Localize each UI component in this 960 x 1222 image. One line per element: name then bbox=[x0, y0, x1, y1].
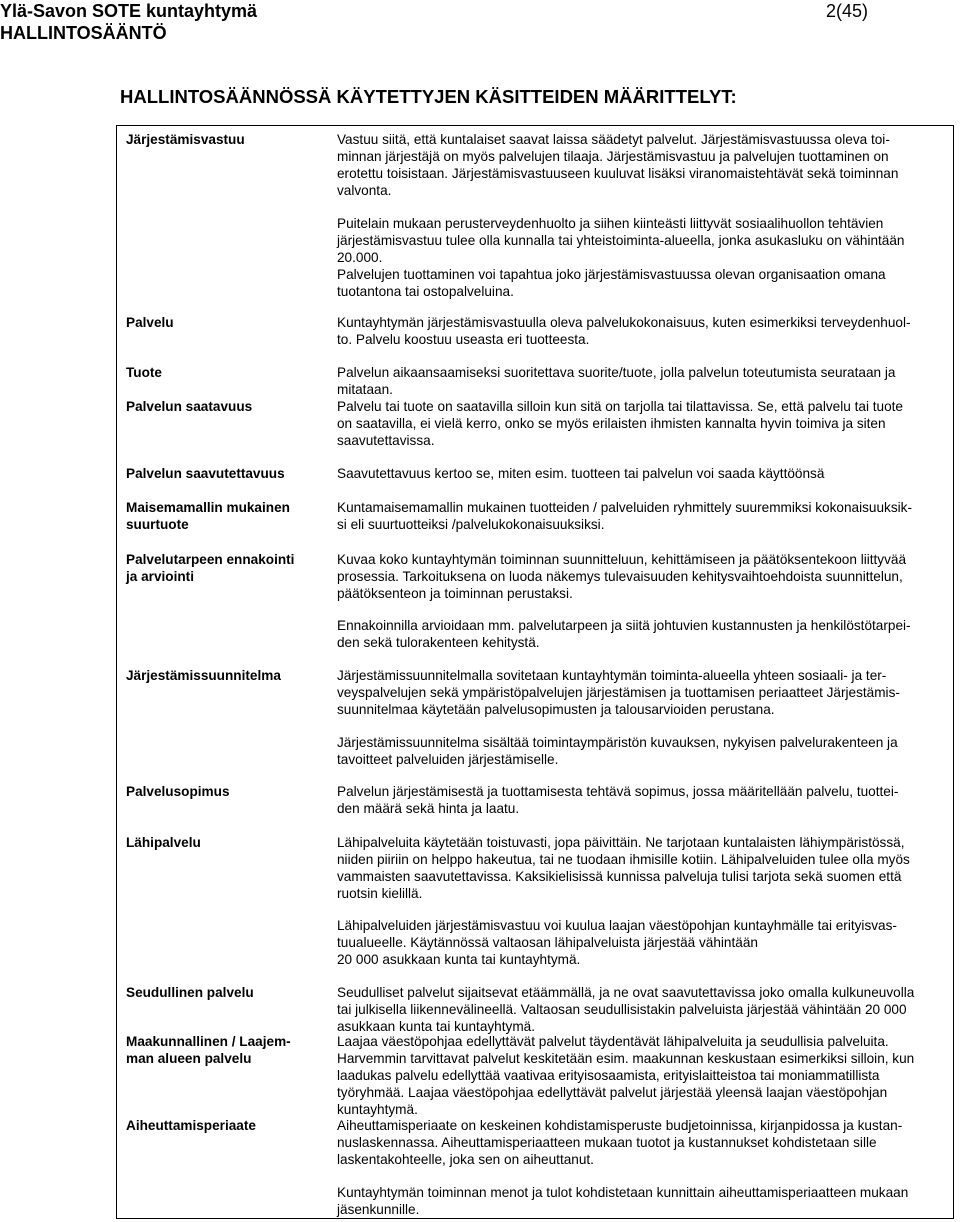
definition-palvelutarpeen-ennakointi: Kuvaa koko kuntayhtymän toiminnan suunnitteluun, kehittämiseen ja päätöksentekoon liittyvää prosessia. Tarkoituksena on luoda näkemys tulevaisuuden kehitysvaihtoehdoista suunnittelun, päätöksenteon ja toiminnan perustaksi. bbox=[337, 552, 907, 601]
definition-aiheuttamisperiaate-kuntayhtyma: Kuntayhtymän toiminnan menot ja tulot kohdistetaan kunnittain aiheuttamisperiaatteen mukaan jäsenkunnille. bbox=[337, 1185, 909, 1217]
page-number: 2(45) bbox=[825, 1, 868, 21]
definition-palvelun-saatavuus: Palvelu tai tuote on saatavilla silloin kun sitä on tarjolla tai tilattavissa. Se, että palvelu tai tuote on saatavilla, ei vielä kerro, onko se myös erilaisten ihmisten kannalta hyvin toimiva ja siten saavutettavissa. bbox=[337, 399, 903, 448]
definition-jarjestamissuunnitelma: Järjestämissuunnitelmalla sovitetaan kuntayhtymän toiminta-alueella yhteen sosiaali- ja ter- veyspalvelujen sekä ympäristöpalvelujen järjestämisen ja tuottamisen periaatteet Järjestämis- suunnitelmaa käytetään palvelusopimusten ja talousarvioiden perustana. bbox=[337, 668, 900, 717]
term-maisemamallin-mukainen-suurtuote: Maisemamallin mukainen suurtuote bbox=[126, 500, 290, 532]
definition-maakunnallinen-palvelu: Laajaa väestöpohjaa edellyttävät palvelut täydentävät lähipalveluita ja seudullisia palveluita. Harvemmin tarvittavat palvelut keskitetään esim. maakunnan keskustaan esimerkiksi silloin, kun laadukas palvelu edellyttää vaativaa erityisosaamista, erityislaitteistoa tai moniammatillista työryhmää. Laajaa väestöpohjaa edellyttävät palvelut järjestää yleensä laajan väestöpohjan kuntayhtymä. bbox=[337, 1034, 915, 1117]
definition-jarjestamissuunnitelma-sisalto: Järjestämissuunnitelma sisältää toimintaympäristön kuvauksen, nykyisen palvelurakenteen ja tavoitteet palveluiden järjestämiselle. bbox=[337, 735, 898, 767]
term-jarjestamisvastuu: Järjestämisvastuu bbox=[126, 132, 245, 147]
term-seudullinen-palvelu: Seudullinen palvelu bbox=[126, 985, 254, 1000]
definition-aiheuttamisperiaate: Aiheuttamisperiaate on keskeinen kohdistamisperuste budjetoinnissa, kirjanpidossa ja kustan- nuslaskennassa. Aiheuttamisperiaatteen mukaan tuotot ja kustannukset kohdistetaan sille laskentakohteelle, joka sen on aiheuttanut. bbox=[337, 1118, 903, 1167]
page-title: HALLINTOSÄÄNNÖSSÄ KÄYTETTYJEN KÄSITTEIDEN MÄÄRITTELYT: bbox=[120, 86, 737, 107]
term-maakunnallinen-palvelu: Maakunnallinen / Laajem- man alueen palvelu bbox=[126, 1034, 291, 1066]
definition-palvelu: Kuntayhtymän järjestämisvastuulla oleva palvelukokonaisuus, kuten esimerkiksi terveydenhuol- to. Palvelu koostuu useasta eri tuotteesta. bbox=[337, 315, 911, 347]
definition-palvelusopimus: Palvelun järjestämisestä ja tuottamisesta tehtävä sopimus, jossa määritellään palvelu, tuottei- den määrä sekä hinta ja laatu. bbox=[337, 784, 899, 816]
term-palvelusopimus: Palvelusopimus bbox=[126, 784, 230, 799]
term-lahipalvelu: Lähipalvelu bbox=[126, 835, 201, 850]
definition-jarjestamisvastuu: Vastuu siitä, että kuntalaiset saavat laissa säädetyt palvelut. Järjestämisvastuussa oleva toi- minnan järjestäjä on myös palvelujen tilaaja. Järjestämisvastuu ja palvelujen tuottaminen on erotettu toisistaan. Järjestämisvastuuseen kuuluvat lisäksi viranomaistehtävät sekä toiminnan valvonta. bbox=[337, 132, 899, 198]
document-header bbox=[0, 0, 257, 44]
definition-lahipalvelu-jarjestamisvastuu: Lähipalveluiden järjestämisvastuu voi kuulua laajan väestöpohjan kuntayhmälle tai erityisvas- tuualueelle. Käytännössä valtaosan lähipalveluista järjestää vähintään 20 000 asukkaan kunta tai kuntayhtymä. bbox=[337, 918, 897, 967]
definition-tuote: Palvelun aikaansaamiseksi suoritettava suorite/tuote, jolla palvelun toteutumista seurataan ja mitataan. bbox=[337, 365, 896, 397]
organization-name: Ylä-Savon SOTE kuntayhtymä bbox=[0, 1, 258, 21]
term-palvelu: Palvelu bbox=[126, 315, 174, 330]
definition-seudullinen-palvelu: Seudulliset palvelut sijaitsevat etäämmällä, ja ne ovat saavutettavissa joko omalla kulkuneuvolla tai julkisella liikennevälineellä. Valtaosan seudullisistakin palveluista järjestää vähintään 20 000 asukkaan kunta tai kuntayhtymä. bbox=[337, 985, 915, 1034]
definition-lahipalvelu: Lähipalveluita käytetään toistuvasti, jopa päivittäin. Ne tarjotaan kuntalaisten lähiympäristössä, niiden piiriin on helppo hakeutua, tai ne tuodaan ihmisille kotiin. Lähipalveluiden tulee olla myös vammaisten saavutettavissa. Kaksikielisissä kunnissa palveluja tulisi tarjota sekä suomen että ruotsin kielillä. bbox=[337, 835, 910, 901]
definition-suurtuote: Kuntamaisemamallin mukainen tuotteiden / palveluiden ryhmittely suuremmiksi kokonaisuuksik- si eli suurtuotteiksi /palvelukokonaisuuksiksi. bbox=[337, 500, 912, 532]
term-tuote: Tuote bbox=[126, 365, 162, 380]
definition-palvelun-saavutettavuus: Saavutettavuus kertoo se, miten esim. tuotteen tai palvelun voi saada käyttöönsä bbox=[337, 466, 825, 481]
term-jarjestamissuunnitelma: Järjestämissuunnitelma bbox=[126, 668, 281, 683]
term-palvelun-saatavuus: Palvelun saatavuus bbox=[126, 399, 253, 414]
definition-ennakointi-arviointi: Ennakoinnilla arvioidaan mm. palvelutarpeen ja siitä johtuvien kustannusten ja henkilöstötarpei- den sekä tulorakenteen kehitystä. bbox=[337, 618, 911, 650]
term-palvelun-saavutettavuus: Palvelun saavutettavuus bbox=[126, 466, 285, 481]
term-palvelutarpeen-ennakointi: Palvelutarpeen ennakointi ja arviointi bbox=[126, 552, 295, 584]
term-aiheuttamisperiaate: Aiheuttamisperiaate bbox=[126, 1118, 256, 1133]
definition-jarjestamisvastuu-puitelaki: Puitelain mukaan perusterveydenhuolto ja siihen kiinteästi liittyvät sosiaalihuollon tehtävien järjestämisvastuu tulee olla kunnalla tai yhteistoiminta-alueella, jonka asukasluku on vähintään 20.000. Palvelujen tuottaminen voi tapahtua joko järjestämisvastuussa olevan organisaation omana tuotantona tai ostopalveluina. bbox=[337, 216, 905, 299]
document-name: HALLINTOSÄÄNTÖ bbox=[0, 23, 167, 43]
